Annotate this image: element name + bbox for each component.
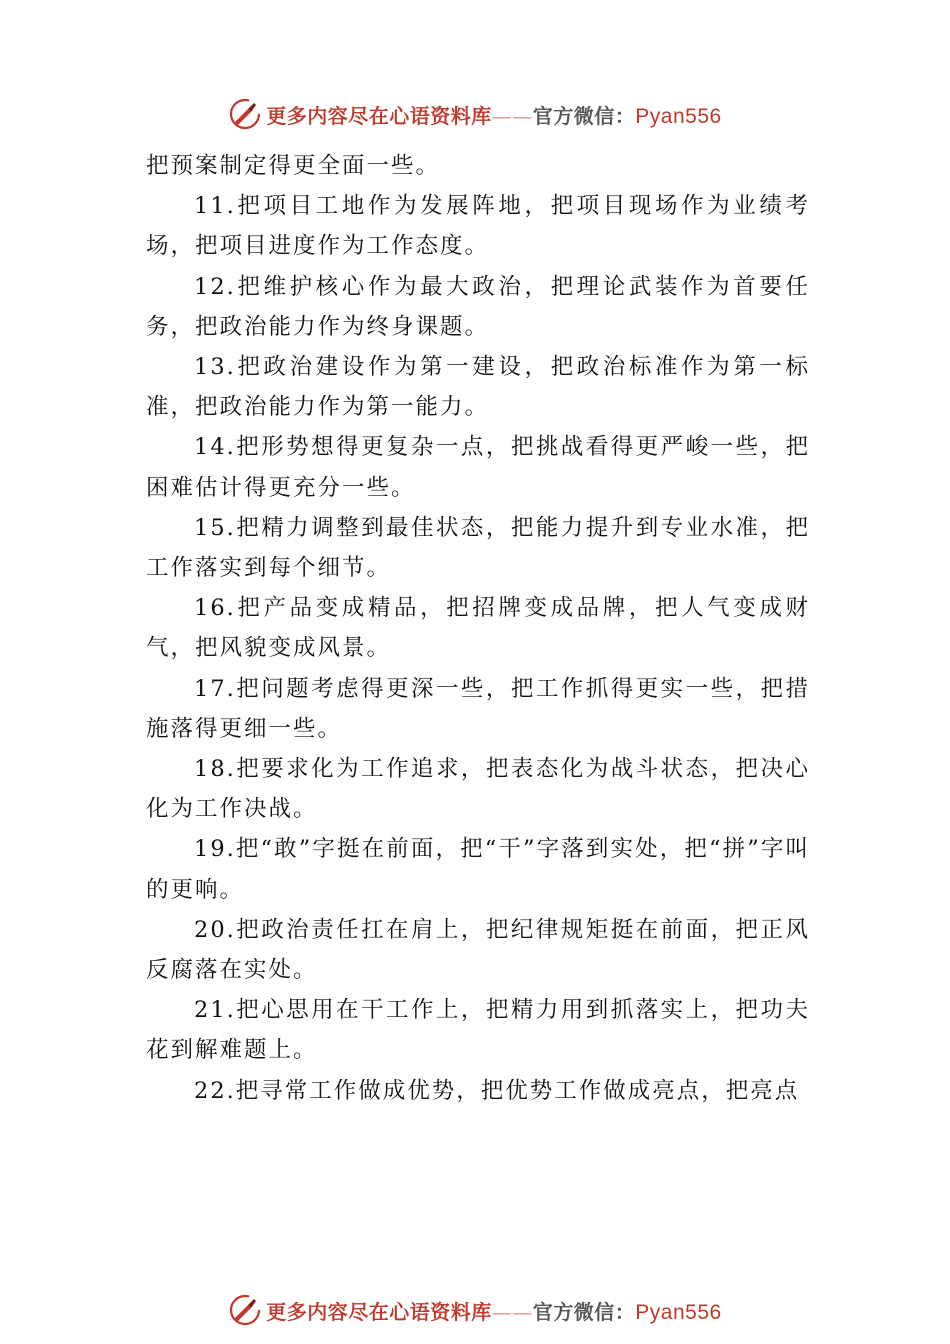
body-paragraph: 12.把维护核心作为最大政治，把理论武装作为首要任务，把政治能力作为终身课题。 — [146, 273, 810, 340]
body-paragraph: 20.把政治责任扛在肩上，把纪律规矩挺在前面，把正风反腐落在实处。 — [146, 916, 810, 984]
body-paragraph: 18.把要求化为工作追求，把表态化为战斗状态，把决心化为工作决战。 — [146, 756, 810, 823]
brush-logo-icon — [228, 97, 262, 131]
body-paragraph: 13.把政治建设作为第一建设，把政治标准作为第一标准，把政治能力作为第一能力。 — [146, 354, 810, 421]
header-dash: —— — [491, 103, 533, 128]
body-paragraph: 19.把“敢”字挺在前面，把“干”字落到实处，把“拼”字叫的更响。 — [146, 836, 810, 903]
footer-text — [266, 1296, 721, 1325]
body-paragraph: 14.把形势想得更复杂一点，把挑战看得更严峻一些，把困难估计得更充分一些。 — [146, 434, 810, 501]
body-paragraph: 15.把精力调整到最佳状态，把能力提升到专业水准，把工作落实到每个细节。 — [146, 514, 810, 582]
footer-dash: —— — [491, 1299, 533, 1324]
header-banner — [0, 94, 950, 134]
header-wechat-label: 官方微信： — [532, 103, 636, 128]
footer-banner — [0, 1290, 950, 1330]
header-wechat-id: Pyan556 — [635, 104, 722, 128]
brush-logo-icon — [228, 1293, 262, 1327]
header-title: 更多内容尽在心语资料库 — [266, 103, 492, 128]
footer-wechat-id: Pyan556 — [635, 1300, 722, 1324]
body-paragraph: 17.把问题考虑得更深一些，把工作抓得更实一些，把措施落得更细一些。 — [146, 675, 810, 742]
body-paragraph: 把预案制定得更全面一些。 — [146, 153, 441, 179]
footer-wechat-label: 官方微信： — [532, 1299, 636, 1324]
body-paragraph: 21.把心思用在干工作上，把精力用到抓落实上，把功夫花到解难题上。 — [146, 997, 810, 1064]
header-text — [266, 100, 721, 129]
body-paragraph: 16.把产品变成精品，把招牌变成品牌，把人气变成财气，把风貌变成风景。 — [146, 595, 810, 662]
body-paragraph: 22.把寻常工作做成优势，把优势工作做成亮点，把亮点 — [194, 1077, 800, 1104]
document-body — [146, 146, 810, 1111]
body-paragraph: 11.把项目工地作为发展阵地，把项目现场作为业绩考场，把项目进度作为工作态度。 — [146, 193, 810, 260]
footer-title: 更多内容尽在心语资料库 — [266, 1299, 492, 1324]
